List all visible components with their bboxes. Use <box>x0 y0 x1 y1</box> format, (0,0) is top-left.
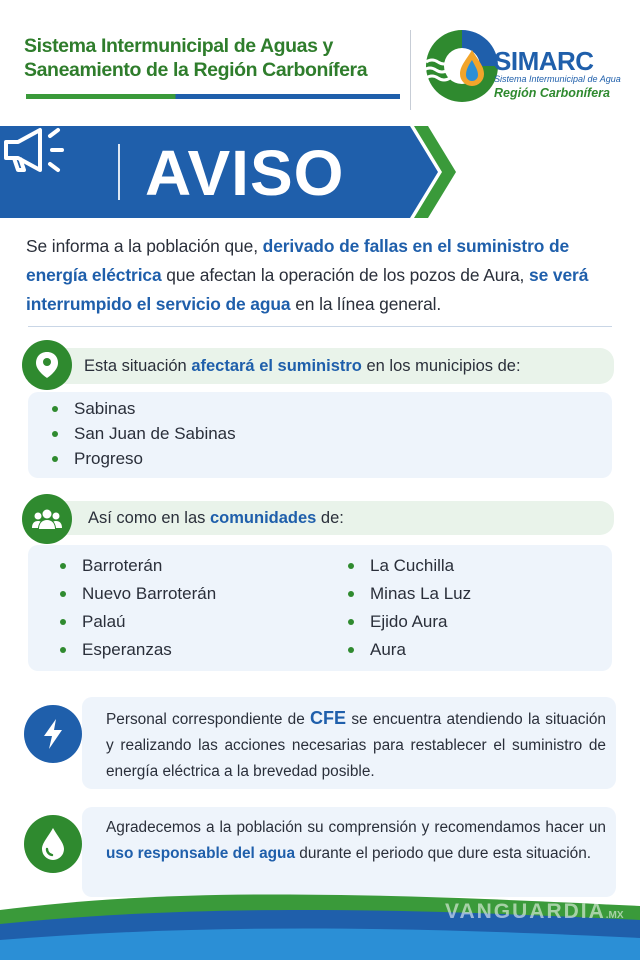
logo-region: Región Carbonífera <box>494 86 610 100</box>
intro-highlight-1: derivado de fallas en el suministro de energía eléctrica <box>26 236 570 285</box>
logo-title: SIMARC <box>494 46 594 76</box>
list-item: Nuevo Barroterán <box>58 580 216 608</box>
municipios-title <box>84 357 521 376</box>
intro-paragraph <box>26 232 618 319</box>
intro-text-2: que afectan la operación de los pozos de Aura, <box>161 265 530 285</box>
org-name <box>24 34 404 82</box>
cfe-text-2: se encuentra atendiendo la situación y realizando las acciones necesarias para restablecer el suministro de energía eléctrica a la brevedad posible. <box>106 711 606 780</box>
simarc-logo <box>422 24 622 114</box>
municipios-bold: afectará el suministro <box>191 357 362 375</box>
location-pin-icon <box>22 340 72 390</box>
watermark-suffix: .MX <box>605 910 624 921</box>
cfe-text <box>106 705 606 785</box>
megaphone-icon <box>0 126 70 174</box>
comunidades-list-col1 <box>58 552 216 664</box>
list-item: La Cuchilla <box>346 552 471 580</box>
list-item: Aura <box>346 636 471 664</box>
list-item: Minas La Luz <box>346 580 471 608</box>
municipios-lead: Esta situación <box>84 357 192 375</box>
header-divider <box>410 30 411 110</box>
comunidades-tail: de: <box>316 509 344 527</box>
agua-highlight: uso responsable del agua <box>106 845 296 862</box>
watermark-text: VANGUARDIA <box>445 900 606 923</box>
lightning-icon <box>24 705 82 763</box>
section-divider <box>28 326 612 327</box>
header <box>0 0 640 120</box>
water-drop-icon <box>24 815 82 873</box>
municipios-tail: en los municipios de: <box>361 357 521 375</box>
org-name-line1: Sistema Intermunicipal de Aguas y <box>24 35 334 57</box>
agua-text <box>106 815 606 867</box>
agua-text-1: Agradecemos a la población su comprensión y recomendamos hacer un <box>106 819 606 836</box>
comunidades-lead: Así como en las <box>88 509 210 527</box>
list-item: Progreso <box>50 446 236 471</box>
header-underline <box>26 94 400 99</box>
comunidades-title <box>88 509 344 528</box>
list-item: Ejido Aura <box>346 608 471 636</box>
simarc-logo-icon <box>422 26 502 106</box>
cfe-text-1: Personal correspondiente de <box>106 711 311 728</box>
org-name-line2: Saneamiento de la Región Carbonífera <box>24 59 368 81</box>
banner-title: AVISO <box>145 137 345 209</box>
watermark <box>445 900 624 924</box>
municipios-list <box>50 396 236 471</box>
aviso-banner <box>0 126 640 218</box>
comunidades-bold: comunidades <box>209 509 317 527</box>
list-item: San Juan de Sabinas <box>50 421 236 446</box>
intro-highlight-2: se verá interrumpido el servicio de agua <box>26 265 589 314</box>
logo-subtitle: Sistema Intermunicipal de Agua <box>494 74 621 84</box>
list-item: Esperanzas <box>58 636 216 664</box>
list-item: Palaú <box>58 608 216 636</box>
list-item: Sabinas <box>50 396 236 421</box>
banner-divider <box>118 144 120 200</box>
intro-text-3: en la línea general. <box>290 294 442 314</box>
cfe-highlight: CFE <box>310 708 347 728</box>
list-item: Barroterán <box>58 552 216 580</box>
agua-text-2: durante el periodo que dure esta situación. <box>295 845 592 862</box>
people-icon <box>22 494 72 544</box>
comunidades-list-col2 <box>346 552 471 664</box>
intro-text-1: Se informa a la población que, <box>26 236 263 256</box>
